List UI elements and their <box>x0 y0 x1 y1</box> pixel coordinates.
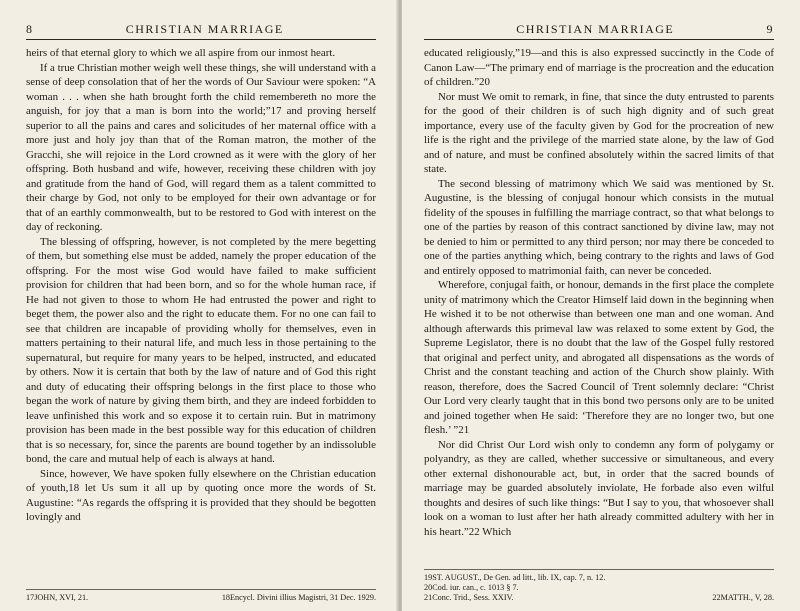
left-paragraph-1: heirs of that eternal glory to which we all aspire from our inmost heart. <box>26 47 336 59</box>
footnote-19: 19ST. AUGUST., De Gen. ad litt., lib. IX, cap. 7, n. 12. <box>424 573 606 582</box>
left-running-title: CHRISTIAN MARRIAGE <box>125 22 284 36</box>
right-paragraph-3: The second blessing of matrimony which We said was mentioned by St. Augustine, is the blessing of conjugal honour which consists in the mutual fidelity of the spouses in fulfilling the marriage contract, so that what belongs to one of the parties by reason of this contract sanctioned by divine law, may not be denied to him or permitted to any third person; nor may there be conceded to one of the parties anything which, being contrary to the rights and laws of God and entirely opposed to matrimonial faith, can never be conceded. <box>424 177 774 277</box>
footnote-22: 22MATTH., V, 28. <box>712 593 774 602</box>
footnote-20: 20Cod. iur. can., c. 1013 § 7. <box>424 583 519 592</box>
footnote-18: 18Encycl. Divini illius Magistri, 31 Dec. 1929. <box>221 593 376 602</box>
left-page <box>0 0 398 611</box>
left-paragraph-3: The blessing of offspring, however, is not completed by the mere begetting of them, but something else must be added, namely the proper education of the offspring. For the most wise God would have failed to make sufficient provision for children that had been born, and so for the whole human race, if He had not given to those to whom He had entrusted the power and right to beget them, the power also and the right to educate them. For no one can fail to see that children are incapable of providing wholly for themselves, even in matters pertaining to their natural life, and much less in those pertaining to the supernatural, but require for many years to be helped, instructed, and educated by others. Now it is certain that both by the law of nature and of God this right and duty of educating their offspring belongs in the first place to those who began the work of nature by giving them birth, and they are indeed forbidden to leave unfinished this work and so expose it to certain ruin. But in matrimony provision has been made in the best possible way for this education of children that is so necessary, for, since the parents are bound together by an indissoluble bond, the care and mutual help of each is always at hand. <box>26 235 376 465</box>
left-page-number: 8 <box>26 22 34 36</box>
right-footnotes <box>424 569 774 603</box>
footnote-21: 21Conc. Trid., Sess. XXIV. <box>424 593 514 602</box>
right-paragraph-4: Wherefore, conjugal faith, or honour, demands in the first place the complete unity of matrimony which the Creator Himself laid down in the beginning when He wished it to be not otherwise than between one man and one woman. And although afterwards this primeval law was relaxed to some extent by God, the Supreme Legislator, there is no doubt that the law of the Gospel fully restored that original and perfect unity, and abrogated all dispensations as the words of Christ and the constant teaching and action of the Church show plainly. With reason, therefore, does the Sacred Council of Trent solemnly declare: “Christ Our Lord very clearly taught that in this bond two persons only are to be united and joined together when He said: ‘Therefore they are no longer two, but one flesh.’ ”21 <box>424 279 774 436</box>
right-paragraph-1: educated religiously,”19—and this is also expressed succinctly in the Code of Canon Law—“The primary end of marriage is the procreation and the education of children.”20 <box>424 47 774 88</box>
right-running-title: CHRISTIAN MARRIAGE <box>516 22 675 36</box>
right-paragraph-2: Nor must We omit to remark, in fine, that since the duty entrusted to parents for the good of their children is of such high dignity and of such great importance, every use of the faculty given by God for the procreation of new life is the right and the privilege of the married state alone, by the law of God and of nature, and must be confined absolutely within the sacred limits of that state. <box>424 90 774 175</box>
left-paragraph-4: Since, however, We have spoken fully elsewhere on the Christian education of youth,18 let Us sum it all up by quoting once more the words of St. Augustine: “As regards the offspring it is provided that they should be begotten lovingly and <box>26 467 376 523</box>
left-body-text <box>26 46 376 525</box>
right-paragraph-5: Nor did Christ Our Lord wish only to condemn any form of polygamy or polyandry, as they are called, whether successive or simultaneous, and every other external dishonourable act, but, in order that the sacred bounds of marriage may be guarded absolutely inviolate, He forbade also even wilful thoughts and desires of such like things: “But I say to you, that whosoever shall look on a woman to lust after her hath already committed adultery with her in his heart.”22 Which <box>424 438 774 538</box>
right-page <box>402 0 800 611</box>
left-paragraph-2: If a true Christian mother weigh well these things, she will understand with a sense of deep consolation that of her the words of Our Saviour were spoken: “A woman . . . when she hath brought forth the child remembereth no more the anguish, for joy that a man is born into the world;”17 and proving herself superior to all the pains and cares and solicitudes of her maternal office with a more just and holy joy than that of the Roman matron, the mother of the Gracchi, she will rejoice in the Lord crowned as it were with the glory of her offspring. Both husband and wife, however, receiving these children with joy and gratitude from the hand of God, will regard them as a talent committed to their charge by God, not only to be employed for their own advantage or for that of an earthly commonwealth, but to be restored to God with interest on the day of reckoning. <box>26 61 376 233</box>
right-body-text <box>424 46 774 539</box>
right-running-head <box>424 22 774 40</box>
left-footnotes <box>26 589 376 603</box>
right-page-number: 9 <box>766 22 774 36</box>
left-running-head <box>26 22 376 40</box>
footnote-17: 17JOHN, XVI, 21. <box>26 593 89 602</box>
